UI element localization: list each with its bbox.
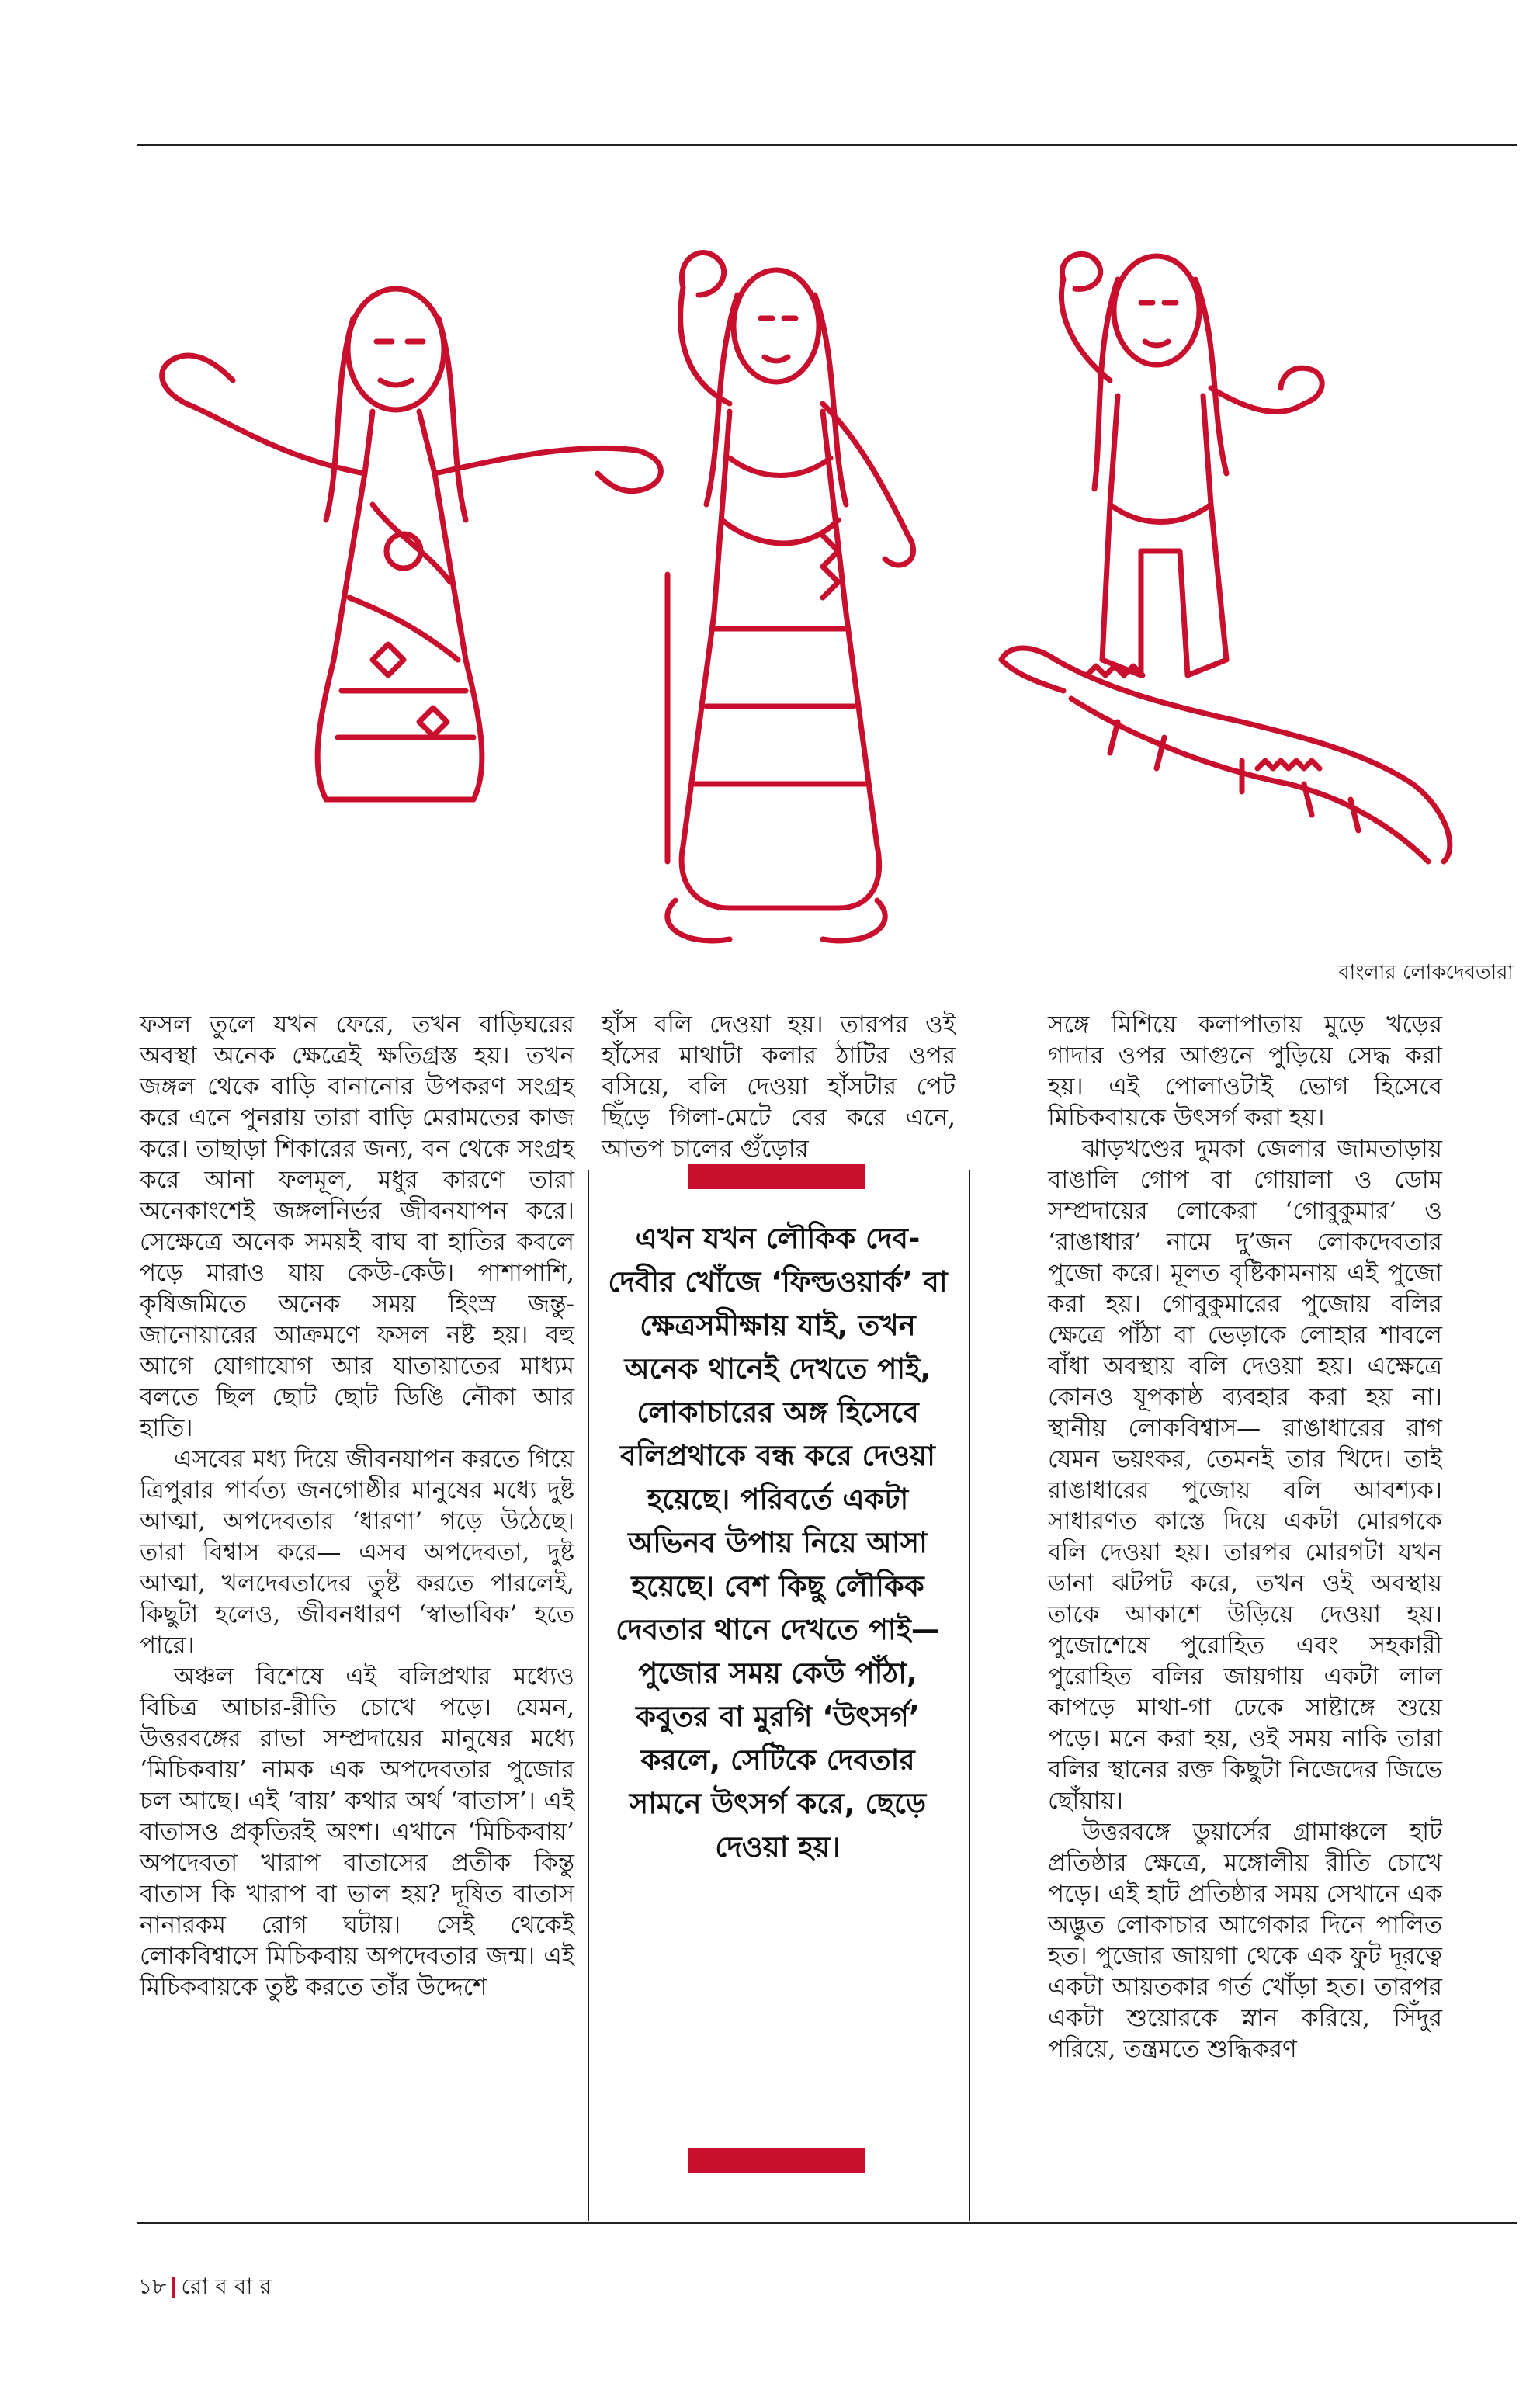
column-3-paragraph: ঝাড়খণ্ডের দুমকা জেলার জামতাড়ায় বাঙালি গোপ বা গোয়ালা ও ডোম সম্প্রদায়ের লোকেরা ‘গোবুকুমার’ ও ‘রাঙাধার’ নামে দু’জন লোকদেবতার পুজো করে। মূলত বৃষ্টিকামনায় এই পুজো করা হয়। গোবুকুমারের পুজোয় বলির ক্ষেত্রে পাঁঠা বা ভেড়াকে লোহার শাবলে বাঁধা অবস্থায় বলি দেওয়া হয়। এক্ষেত্রে কোনও যূপকাষ্ঠ ব্যবহার করা হয় না। স্থানীয় লোকবিশ্বাস— রাঙাধারের রাগ যেমন ভয়ংকর, তেমনই তার খিদে। তাই রাঙাধারের পুজোয় বলি আবশ্যক। সাধারণত কাস্তে দিয়ে একটা মোরগকে বলি দেওয়া হয়। তারপর মোরগটা যখন ডানা ঝটপট করে, তখন ওই অবস্থায় তাকে আকাশে উড়িয়ে দেওয়া হয়। পুজোশেষে পুরোহিত এবং সহকারী পুরোহিত বলির জায়গায় একটা লাল কাপড়ে মাথা-গা ঢেকে সাষ্টাঙ্গে শুয়ে পড়ে। মনে করা হয়, ওই সময় নাকি তারা বলির স্থানের রক্ত কিছুটা নিজেদের জিভে ছোঁয়ায়।: [1048, 1135, 1442, 1815]
column-3-paragraph: সঙ্গে মিশিয়ে কলাপাতায় মুড়ে খড়ের গাদার ওপর আগুনে পুড়িয়ে সেদ্ধ করা হয়। এই পোলাওটাই ভোগ হিসেবে মিচিকবায়কে উৎসর্গ করা হয়।: [1048, 1011, 1442, 1132]
column-2-paragraph: হাঁস বলি দেওয়া হয়। তারপর ওই হাঁসের মাথাটা কলার ঠাটির ওপর বসিয়ে, বলি দেওয়া হাঁসটার পেট ছিঁড়ে গিলা-মেটে বের করে এনে, আতপ চালের গুঁড়োর: [602, 1011, 956, 1163]
illustration-caption: বাংলার লোকদেবতারা: [1338, 961, 1514, 984]
column-divider: [969, 1170, 970, 2221]
pull-quote: এখন যখন লৌকিক দেব-দেবীর খোঁজে ‘ফিল্ডওয়ার্ক’ বা ক্ষেত্রসমীক্ষায় যাই, তখন অনেক থানেই দেখতে পাই, লোকাচারের অঙ্গ হিসেবে বলিপ্রথাকে বন্ধ করে দেওয়া হয়েছে। পরিবর্তে একটা অভিনব উপায় নিয়ে আসা হয়েছে। বেশ কিছু লৌকিক দেবতার থানে দেখতে পাই— পুজোর সময় কেউ পাঁঠা, কবুতর বা মুরগি ‘উৎসর্গ’ করলে, সেটিকে দেবতার সামনে উৎসর্গ করে, ছেড়ে দেওয়া হয়।: [608, 1222, 948, 1864]
pullquote-top-bar: [688, 1164, 865, 1189]
pullquote-bottom-bar: [688, 2148, 865, 2173]
column-3: [1048, 1009, 1442, 2065]
column-1-paragraph: অঞ্চল বিশেষে এই বলিপ্রথার মধ্যেও বিচিত্র আচার-রীতি চোখে পড়ে। যেমন, উত্তরবঙ্গের রাভা সম্প্রদায়ের মানুষের মধ্যে ‘মিচিকবায়’ নামক এক অপদেবতার পুজোর চল আছে। এই ‘বায়’ কথার অর্থ ‘বাতাস’। এই বাতাসও প্রকৃতিরই অংশ। এখানে ‘মিচিকবায়’ অপদেবতা খারাপ বাতাসের প্রতীক কিন্তু বাতাস কি খারাপ বা ভাল হয়? দূষিত বাতাস নানারকম রোগ ঘটায়। সেই থেকেই লোকবিশ্বাসে মিচিকবায় অপদেবতার জন্ম। এই মিচিকবায়কে তুষ্ট করতে তাঁর উদ্দেশে: [140, 1663, 574, 2001]
column-divider: [588, 1170, 589, 2221]
column-3-paragraph: উত্তরবঙ্গে ডুয়ার্সের গ্রামাঞ্চলে হাট প্রতিষ্ঠার ক্ষেত্রে, মঙ্গোলীয় রীতি চোখে পড়ে। এই হাট প্রতিষ্ঠার সময় সেখানে এক অদ্ভুত লোকাচার আগেকার দিনে পালিত হত। পুজোর জায়গা থেকে এক ফুট দূরত্বে একটা আয়তকার গর্ত খোঁড়া হত। তারপর একটা শুয়োরকে স্নান করিয়ে, সিঁদুর পরিয়ে, তন্ত্রমতে শুদ্ধিকরণ: [1048, 1818, 1442, 2063]
figure-right-deity-on-crocodile: [1001, 254, 1450, 862]
page-footer: [138, 2270, 272, 2306]
column-1-paragraph: এসবের মধ্য দিয়ে জীবনযাপন করতে গিয়ে ত্রিপুরার পার্বত্য জনগোষ্ঠীর মানুষের মধ্যে দুষ্ট আত্মা, অপদেবতার ‘ধারণা’ গড়ে উঠেছে। তারা বিশ্বাস করে— এসব অপদেবতা, দুষ্ট আত্মা, খলদেবতাদের তুষ্ট করতে পারলেই, কিছুটা হলেও, জীবনধারণ ‘স্বাভাবিক’ হতে পারে।: [140, 1445, 574, 1659]
folio-separator: [172, 2277, 175, 2298]
bottom-rule: [137, 2222, 1517, 2224]
folk-deities-illustration: [140, 225, 1475, 970]
column-1: [140, 1009, 574, 2003]
page-number: ১৮: [138, 2273, 167, 2299]
column-1-paragraph: ফসল তুলে যখন ফেরে, তখন বাড়িঘরের অবস্থা অনেক ক্ষেত্রেই ক্ষতিগ্রস্ত হয়। তখন জঙ্গল থেকে বাড়ি বানানোর উপকরণ সংগ্রহ করে এনে পুনরায় তারা বাড়ি মেরামতের কাজ করে। তাছাড়া শিকারের জন্য, বন থেকে সংগ্রহ করে আনা ফলমূল, মধুর কারণে তারা অনেকাংশেই জঙ্গলনির্ভর জীবনযাপন করে। সেক্ষেত্রে অনেক সময়ই বাঘ বা হাতির কবলে পড়ে মারাও যায় কেউ-কেউ। পাশাপাশি, কৃষিজমিতে অনেক সময় হিংস্র জন্তু-জানোয়ারের আক্রমণে ফসল নষ্ট হয়। বহু আগে যোগাযোগ আর যাতায়াতের মাধ্যম বলতে ছিল ছোট ছোট ডিঙি নৌকা আর হাতি।: [140, 1011, 574, 1442]
top-rule: [137, 144, 1517, 146]
figure-left-goddess: [162, 289, 661, 799]
column-2: [602, 1009, 956, 1164]
publication-name: রো ব বা র: [181, 2273, 272, 2299]
figure-center-goddess: [668, 253, 914, 941]
